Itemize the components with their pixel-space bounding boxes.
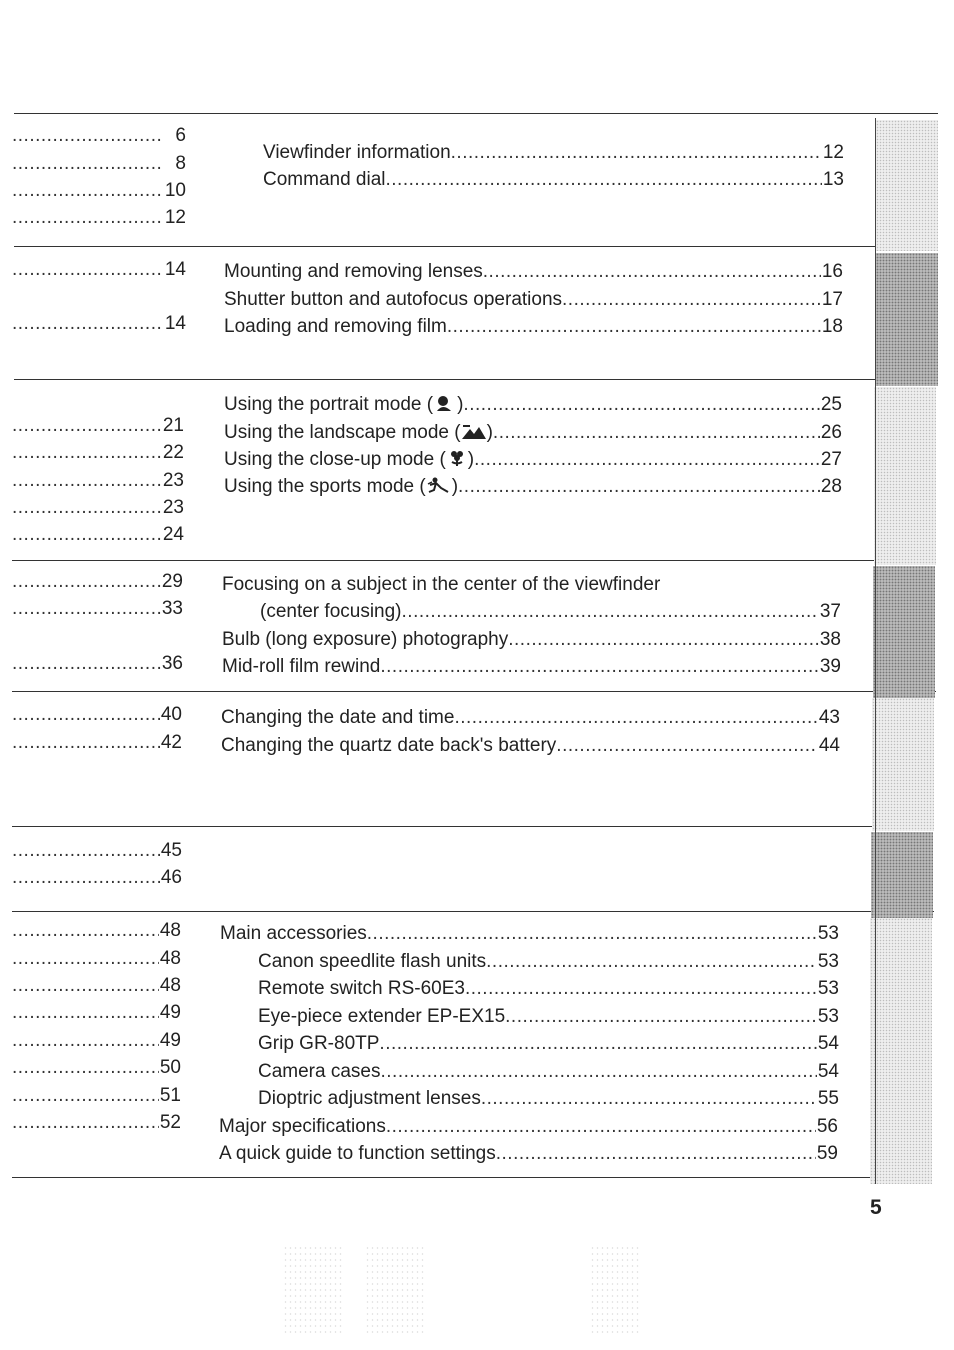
section-rule bbox=[12, 1177, 932, 1178]
toc-entry: Bulb (long exposure) photography ..... 38 bbox=[222, 629, 841, 651]
left-page-entry: ..... 48 bbox=[12, 948, 181, 970]
sports-mode-icon bbox=[426, 476, 452, 494]
left-page-entry: ..... 45 bbox=[12, 840, 182, 862]
toc-entry: Main accessories ..... 53 bbox=[220, 923, 839, 945]
section-rule bbox=[12, 826, 934, 827]
left-page-entry: ..... 50 bbox=[12, 1057, 181, 1079]
section-rule bbox=[12, 560, 936, 561]
left-page-entry: ..... 12 bbox=[12, 207, 186, 229]
toc-entry: Command dial ..... 13 bbox=[263, 169, 844, 191]
toc-entry: (center focusing) ..... 37 bbox=[260, 601, 841, 623]
toc-entry: Mounting and removing lenses ..... 16 bbox=[224, 261, 843, 283]
left-page-entry: ..... 52 bbox=[12, 1112, 181, 1134]
left-page-entry: ..... 22 bbox=[12, 442, 184, 464]
toc-entry: Using the portrait mode ( ) ..... 25 bbox=[224, 392, 842, 416]
chapter-tab bbox=[874, 387, 936, 565]
left-page-entry: ..... 23 bbox=[12, 470, 184, 492]
toc-entry: Mid-roll film rewind ..... 39 bbox=[222, 656, 841, 678]
left-page-entry: ..... 24 bbox=[12, 524, 184, 546]
chapter-tab bbox=[873, 566, 935, 698]
toc-entry: Dioptric adjustment lenses ..... 55 bbox=[258, 1088, 839, 1110]
toc-entry: Using the landscape mode ( ) ..... 26 bbox=[224, 420, 842, 444]
toc-entry: Major specifications ..... 56 bbox=[219, 1116, 838, 1138]
toc-entry: Canon speedlite flash units ..... 53 bbox=[258, 951, 839, 973]
left-page-entry: ..... 14 bbox=[12, 313, 186, 335]
section-rule bbox=[12, 691, 936, 692]
closeup-mode-icon bbox=[446, 449, 468, 467]
left-page-entry: ..... 36 bbox=[12, 653, 183, 675]
left-page-entry: ..... 48 bbox=[12, 975, 181, 997]
left-page-entry: ..... 8 bbox=[12, 153, 186, 175]
left-page-entry: ..... 14 bbox=[12, 259, 186, 281]
toc-entry: Remote switch RS-60E3 ..... 53 bbox=[258, 978, 839, 1000]
toc-entry: Viewfinder information ..... 12 bbox=[263, 142, 844, 164]
toc-entry: Loading and removing film ..... 18 bbox=[224, 316, 843, 338]
section-rule bbox=[14, 113, 938, 114]
toc-entry: Grip GR-80TP ..... 54 bbox=[258, 1033, 839, 1055]
portrait-mode-icon bbox=[433, 394, 457, 412]
toc-entry: Shutter button and autofocus operations ..... 17 bbox=[224, 289, 843, 311]
toc-entry: A quick guide to function settings ..... 59 bbox=[219, 1143, 838, 1165]
section-rule bbox=[14, 246, 938, 247]
left-page-entry: ..... 33 bbox=[12, 598, 183, 620]
chapter-tab bbox=[870, 918, 932, 1184]
left-page-entry: ..... 40 bbox=[12, 704, 182, 726]
left-page-entry: ..... 42 bbox=[12, 732, 182, 754]
scan-speckle bbox=[365, 1245, 425, 1335]
left-page-entry: ..... 10 bbox=[12, 180, 186, 202]
scan-speckle bbox=[283, 1245, 343, 1335]
section-rule bbox=[12, 911, 934, 912]
toc-entry: Using the sports mode ( ) ..... 28 bbox=[224, 474, 842, 498]
page-number: 5 bbox=[870, 1196, 882, 1219]
toc-entry: Camera cases ..... 54 bbox=[258, 1061, 839, 1083]
section-rule bbox=[14, 379, 938, 380]
left-page-entry: ..... 51 bbox=[12, 1085, 181, 1107]
left-page-entry: ..... 6 bbox=[12, 125, 186, 147]
chapter-tab bbox=[876, 120, 938, 251]
left-page-entry: ..... 48 bbox=[12, 920, 181, 942]
chapter-tab bbox=[871, 832, 933, 918]
toc-entry: Changing the date and time ..... 43 bbox=[221, 707, 840, 729]
tab-divider bbox=[875, 118, 876, 1184]
toc-entry: Focusing on a subject in the center of the viewfinder bbox=[222, 574, 661, 595]
toc-entry: Changing the quartz date back's battery ..... 44 bbox=[221, 735, 840, 757]
scan-speckle bbox=[590, 1245, 640, 1335]
left-page-entry: ..... 21 bbox=[12, 415, 184, 437]
left-page-entry: ..... 46 bbox=[12, 867, 182, 889]
left-page-entry: ..... 49 bbox=[12, 1002, 181, 1024]
landscape-mode-icon bbox=[461, 422, 487, 440]
toc-entry: Eye-piece extender EP-EX15 ..... 53 bbox=[258, 1006, 839, 1028]
toc-entry: Using the close-up mode ( ) ..... 27 bbox=[224, 447, 842, 471]
left-page-entry: ..... 23 bbox=[12, 497, 184, 519]
left-page-entry: ..... 29 bbox=[12, 571, 183, 593]
chapter-tab bbox=[872, 698, 934, 831]
chapter-tab bbox=[876, 253, 938, 386]
left-page-entry: ..... 49 bbox=[12, 1030, 181, 1052]
